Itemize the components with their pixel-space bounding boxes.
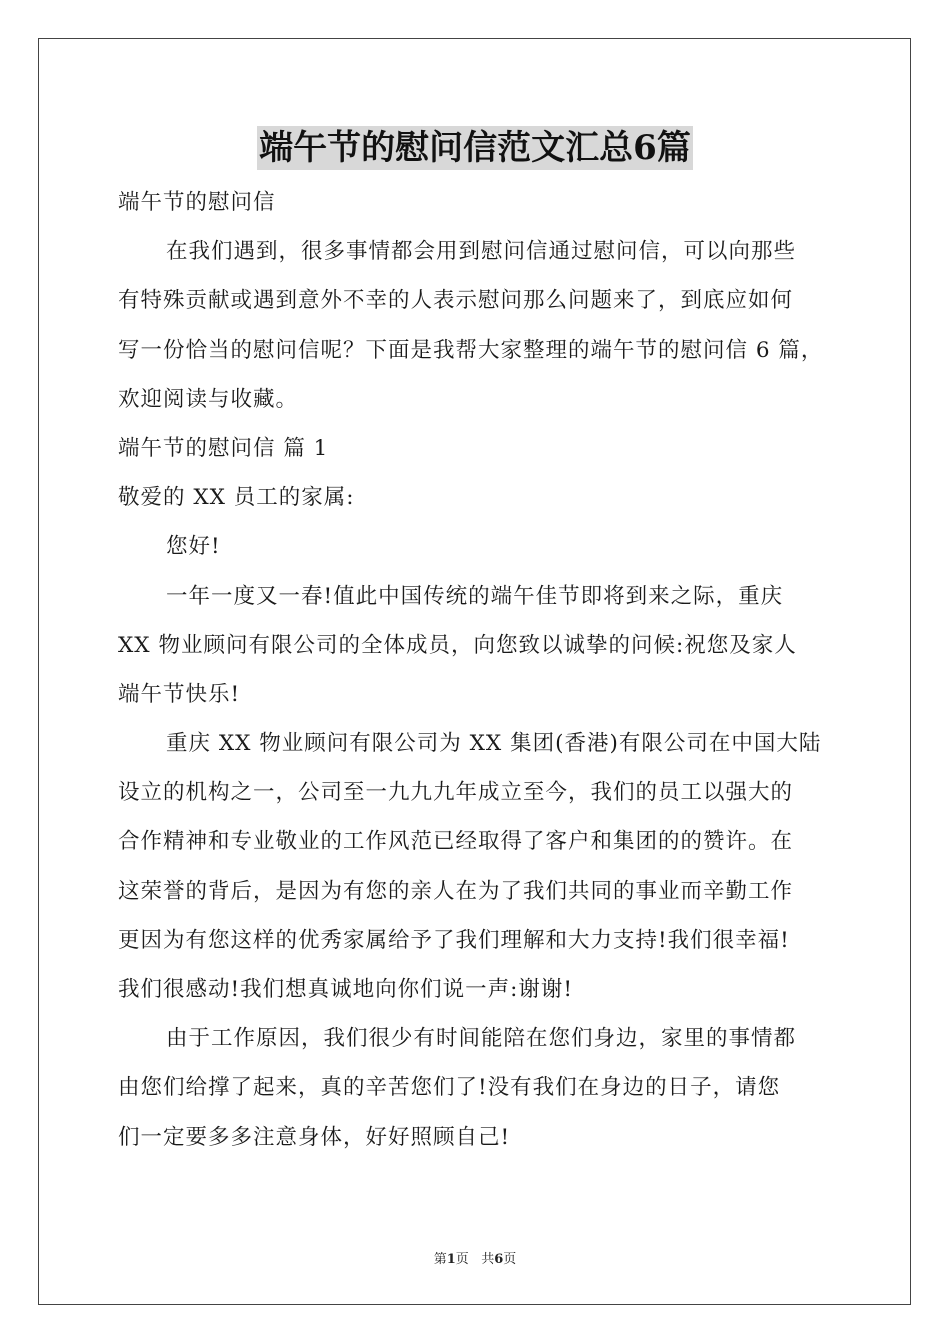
document-title: 端午节的慰问信范文汇总6篇 xyxy=(259,128,691,168)
body-text-line: 由于工作原因，我们很少有时间能陪在您们身边，家里的事情都 xyxy=(166,1026,797,1052)
page-number: 1 xyxy=(446,1252,456,1267)
body-text-line: 端午节快乐! xyxy=(118,681,241,707)
body-text-line: 合作精神和专业敬业的工作风范已经取得了客户和集团的的赞许。在 xyxy=(118,829,794,855)
body-text-line: 在我们遇到，很多事情都会用到慰问信通过慰问信，可以向那些 xyxy=(166,239,797,265)
body-text-line: 我们很感动!我们想真诚地向你们说一声:谢谢! xyxy=(118,977,574,1002)
total-pages: 6 xyxy=(494,1252,504,1267)
body-text-line: 您好! xyxy=(166,534,221,560)
title-container xyxy=(0,126,950,170)
body-text-line: 端午节的慰问信 xyxy=(118,190,276,215)
body-text-line: 们一定要多多注意身体，好好照顾自己! xyxy=(118,1124,511,1150)
body-text-line: 敬爱的 XX 员工的家属: xyxy=(118,485,355,511)
total-pages-suffix: 页 xyxy=(503,1252,517,1267)
body-text-line: 重庆 XX 物业顾问有限公司为 XX 集团(香港)有限公司在中国大陆 xyxy=(166,731,822,757)
page-number-prefix: 第 xyxy=(433,1252,447,1267)
body-text-line: 有特殊贡献或遇到意外不幸的人表示慰问那么问题来了，到底应如何 xyxy=(118,288,794,314)
body-text-line: 这荣誉的背后，是因为有您的亲人在为了我们共同的事业而辛勤工作 xyxy=(118,878,794,904)
body-text-line: 更因为有您这样的优秀家属给予了我们理解和大力支持!我们很幸福! xyxy=(118,927,790,953)
document-body xyxy=(118,178,834,1162)
page-footer xyxy=(0,1248,950,1267)
body-text-line: 端午节的慰问信 篇 1 xyxy=(118,435,329,461)
body-text-line: 一年一度又一春!值此中国传统的端午佳节即将到来之际，重庆 xyxy=(166,583,784,609)
body-text-line: 设立的机构之一，公司至一九九九年成立至今，我们的员工以强大的 xyxy=(118,780,794,806)
body-text-line: 写一份恰当的慰问信呢？下面是我帮大家整理的端午节的慰问信 6 篇， xyxy=(118,337,824,363)
body-text-line: XX 物业顾问有限公司的全体成员，向您致以诚挚的问候:祝您及家人 xyxy=(118,632,797,658)
body-text-line: 由您们给撑了起来，真的辛苦您们了!没有我们在身边的日子，请您 xyxy=(118,1075,781,1101)
total-pages-prefix: 共 xyxy=(481,1252,495,1267)
page-number-suffix: 页 xyxy=(455,1252,469,1267)
body-text-line: 欢迎阅读与收藏。 xyxy=(118,386,299,412)
